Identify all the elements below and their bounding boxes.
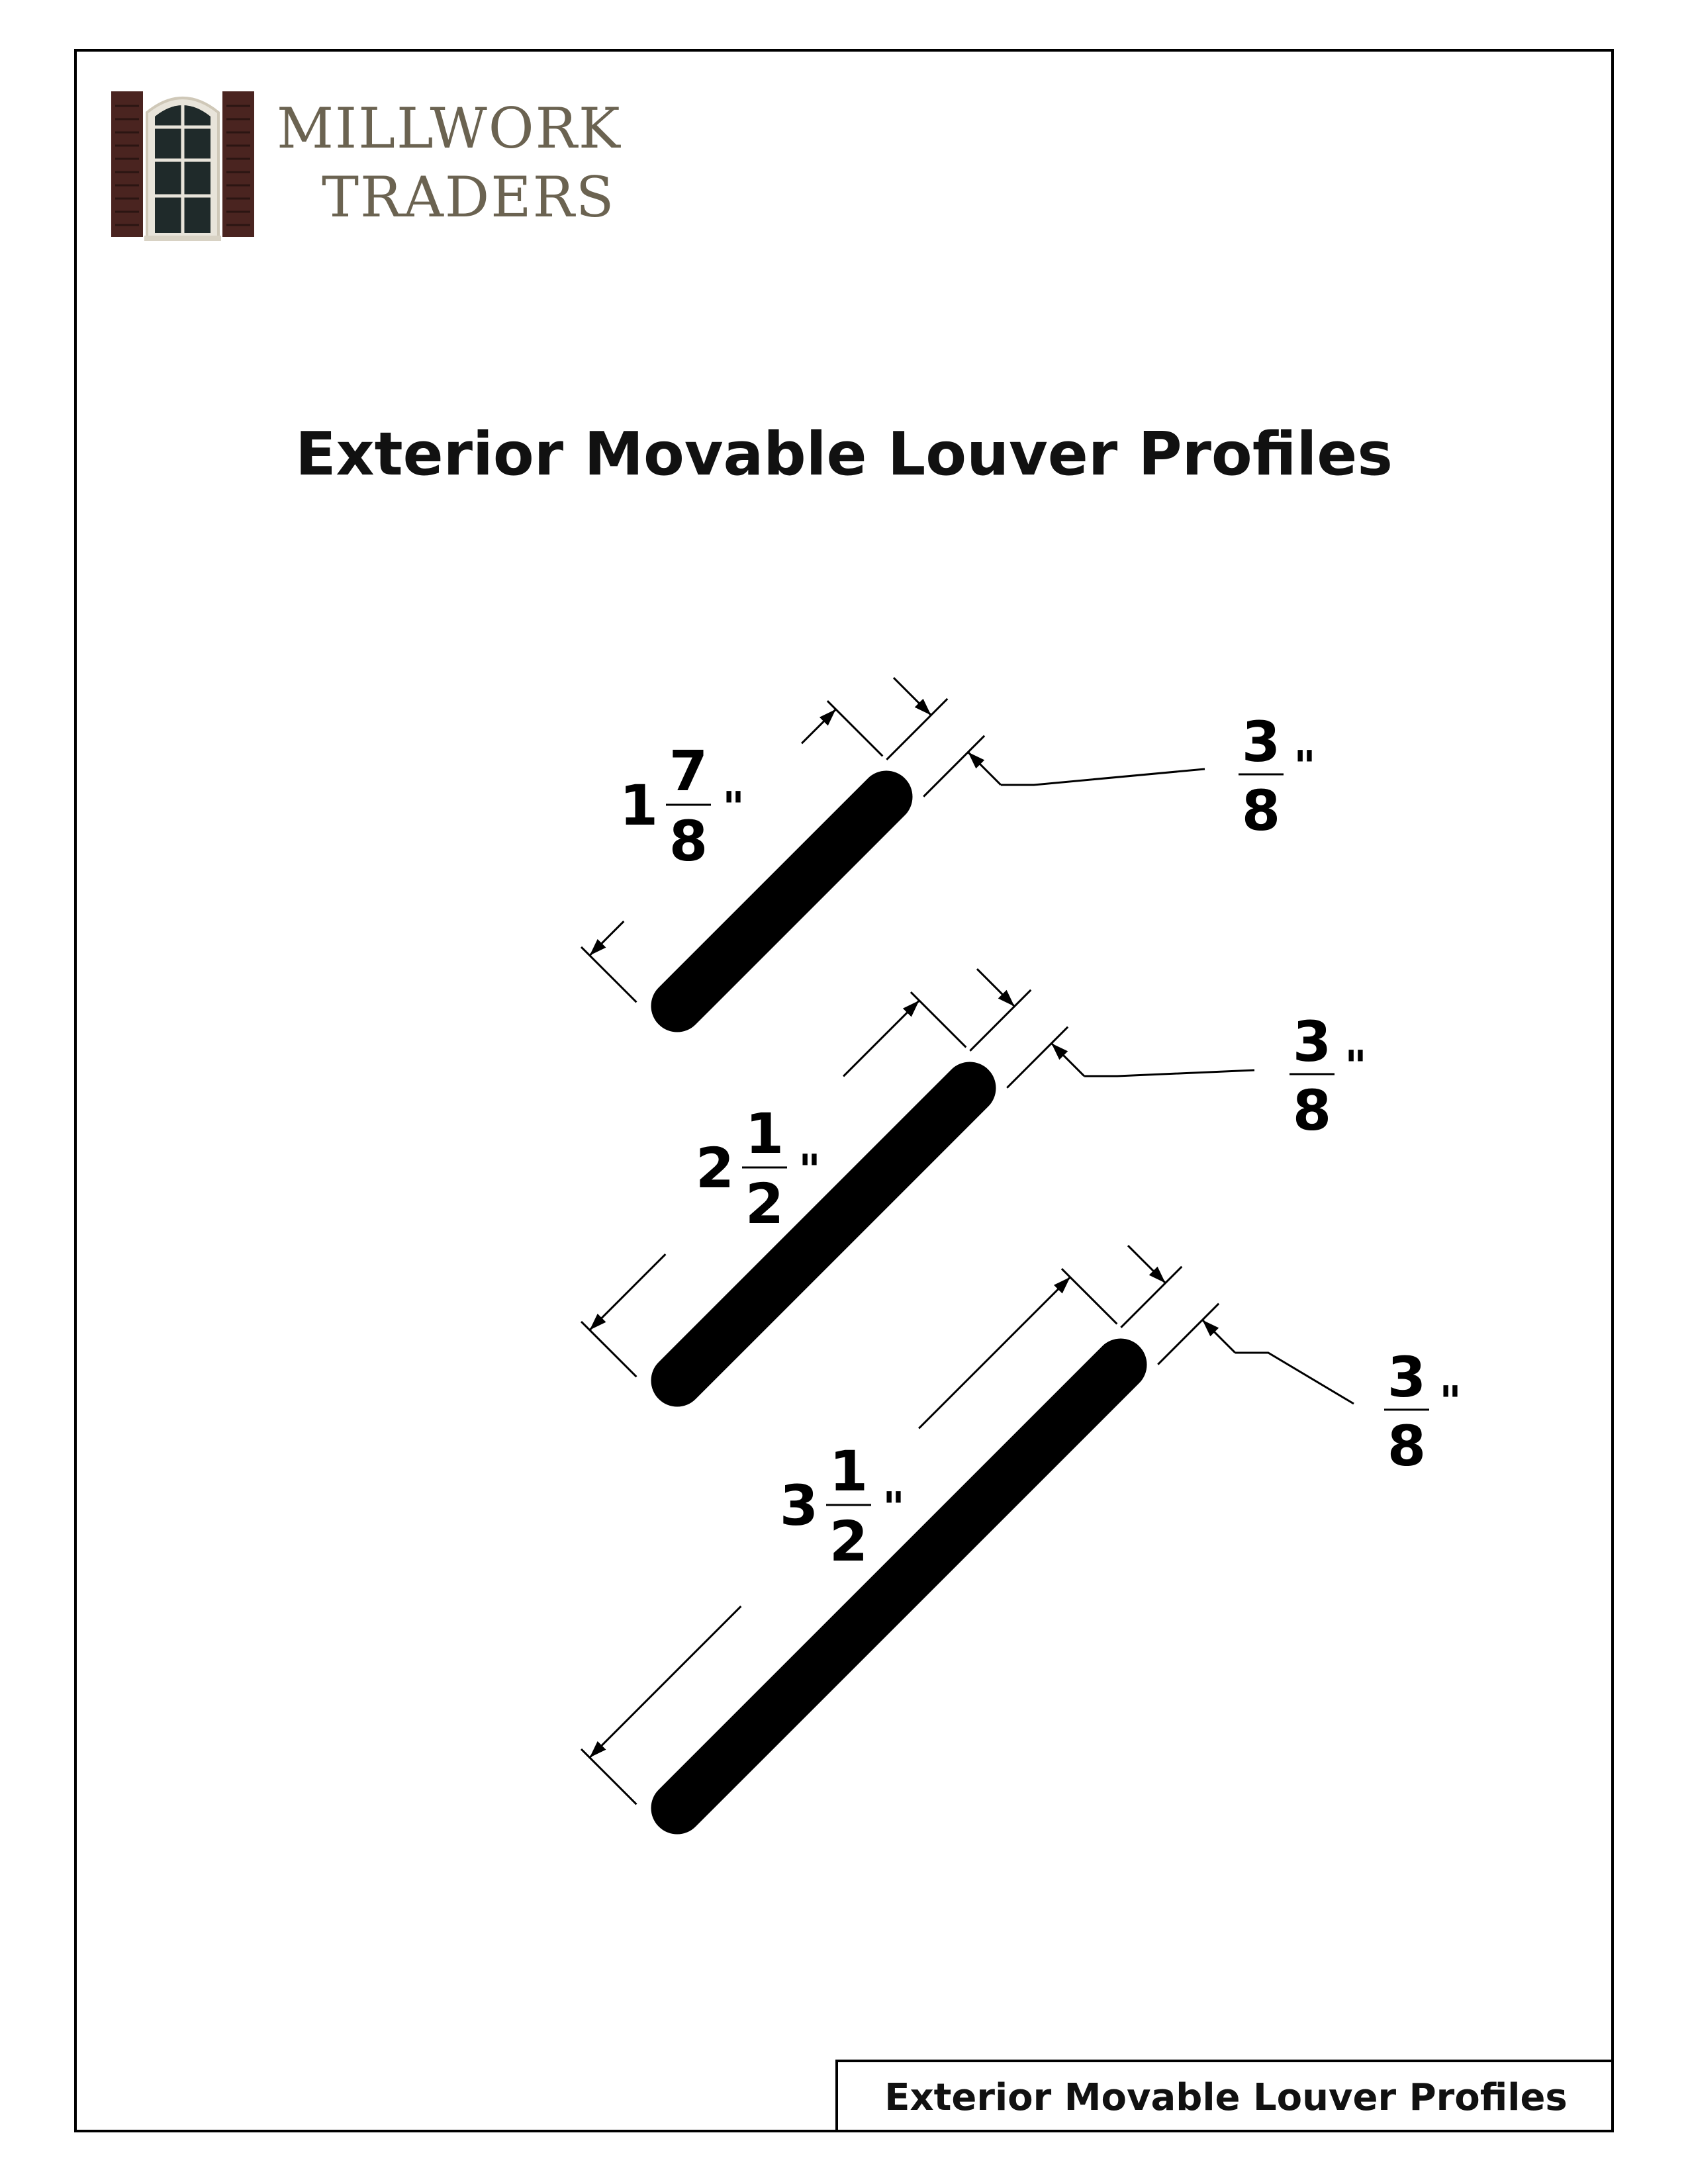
length-whole: 1 bbox=[619, 773, 659, 838]
leader-line bbox=[1084, 1070, 1254, 1076]
inch-mark: " bbox=[722, 784, 745, 833]
thickness-numerator: 3 bbox=[1387, 1345, 1427, 1410]
louver-profile-1 bbox=[581, 678, 1316, 1006]
dimension-arrow-thickness bbox=[1202, 1320, 1235, 1352]
leader-line bbox=[1001, 769, 1205, 785]
dimension-arrow-thickness bbox=[968, 752, 1000, 784]
extension-line bbox=[1121, 1267, 1182, 1328]
dimension-line-length bbox=[802, 709, 836, 744]
louver-profile-2 bbox=[581, 969, 1367, 1381]
extension-line bbox=[1007, 1027, 1068, 1088]
extension-line bbox=[970, 990, 1031, 1051]
length-denominator: 2 bbox=[745, 1171, 784, 1236]
inch-mark: " bbox=[1293, 743, 1316, 792]
dimension-line-thickness bbox=[894, 678, 931, 715]
dimension-line-length bbox=[590, 1254, 666, 1330]
length-whole: 3 bbox=[779, 1473, 819, 1538]
page-title: Exterior Movable Louver Profiles bbox=[295, 420, 1393, 489]
extension-line bbox=[1158, 1304, 1219, 1365]
length-numerator: 1 bbox=[829, 1439, 868, 1504]
inch-mark: " bbox=[882, 1484, 905, 1533]
extension-line bbox=[886, 699, 947, 760]
length-denominator: 8 bbox=[669, 809, 708, 874]
dimension-arrow-thickness bbox=[1051, 1043, 1084, 1075]
inch-mark: " bbox=[798, 1146, 821, 1195]
length-denominator: 2 bbox=[829, 1509, 868, 1574]
thickness-numerator: 3 bbox=[1241, 709, 1281, 774]
dimension-line-length bbox=[843, 1001, 919, 1077]
louver-slat bbox=[677, 1088, 970, 1381]
logo-wordmark-line2: TRADERS bbox=[322, 165, 616, 230]
extension-line bbox=[581, 1322, 636, 1377]
leader-line bbox=[1235, 1353, 1354, 1404]
louver-slat bbox=[677, 1365, 1121, 1808]
inch-mark: " bbox=[1439, 1378, 1462, 1427]
title-block-text: Exterior Movable Louver Profiles bbox=[884, 2076, 1568, 2119]
thickness-denominator: 8 bbox=[1387, 1414, 1427, 1479]
inch-mark: " bbox=[1344, 1042, 1367, 1091]
length-numerator: 7 bbox=[669, 739, 708, 803]
dimension-line-thickness bbox=[977, 969, 1015, 1007]
extension-line bbox=[923, 736, 984, 797]
logo-wordmark-line1: MILLWORK bbox=[277, 96, 622, 161]
length-numerator: 1 bbox=[745, 1101, 784, 1166]
louver-slat bbox=[677, 797, 886, 1006]
dimension-line-thickness bbox=[1128, 1246, 1166, 1283]
thickness-numerator: 3 bbox=[1292, 1009, 1332, 1074]
title-block bbox=[835, 2060, 1614, 2132]
length-whole: 2 bbox=[695, 1136, 735, 1201]
dimension-line-length bbox=[590, 921, 624, 956]
thickness-denominator: 8 bbox=[1292, 1078, 1332, 1143]
thickness-denominator: 8 bbox=[1241, 778, 1281, 843]
